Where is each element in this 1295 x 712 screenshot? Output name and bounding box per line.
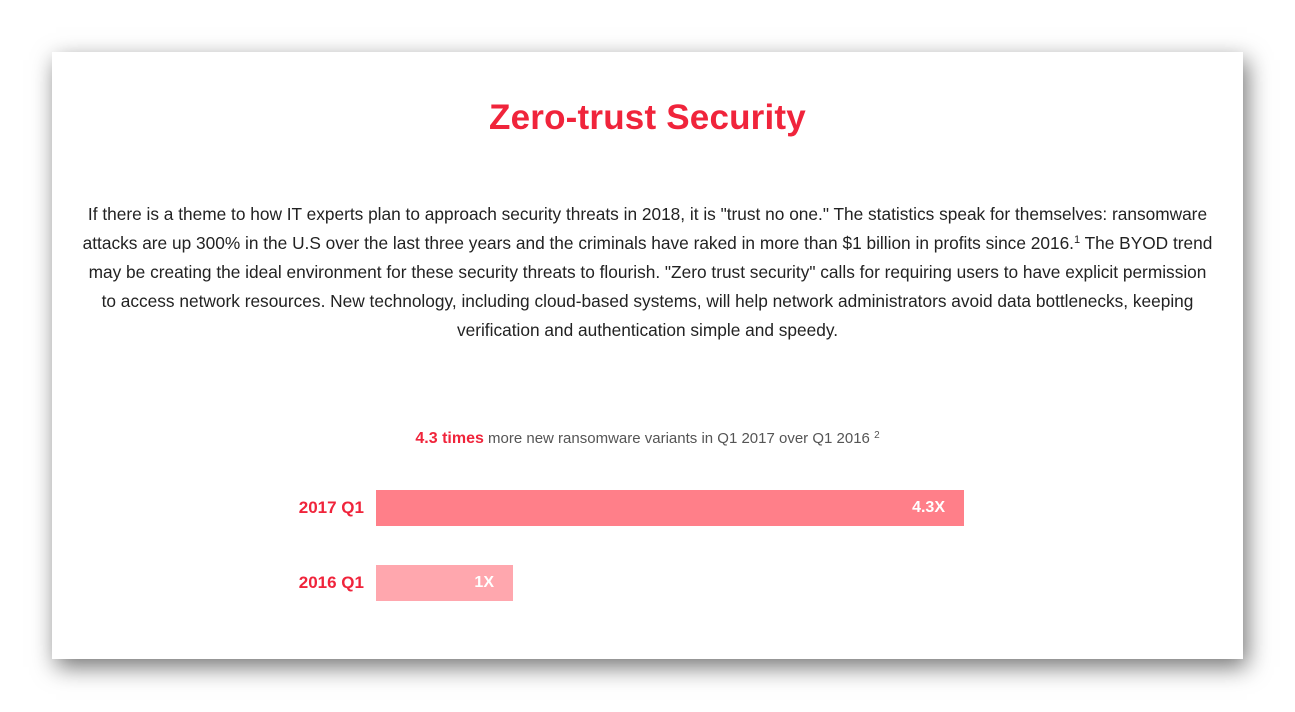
bar <box>376 565 513 601</box>
bar-category-label: 2016 Q1 <box>298 573 364 592</box>
bar-row <box>52 490 1243 526</box>
page-title: Zero-trust Security <box>489 98 806 137</box>
stat-highlight: 4.3 times <box>415 430 484 447</box>
intro-text-part1: If there is a theme to how IT experts plan to approach security threats in 2018, it is "trust no one." The statistics speak for themselves: ransomware attacks are up 300% in the U.S over the last three years and the criminals have raked in more than $1 billion in profits since 2016. <box>82 204 1208 253</box>
bar-category-label: 2017 Q1 <box>298 498 364 517</box>
content-card <box>52 52 1243 659</box>
bar-value-label: 4.3X <box>912 499 945 516</box>
bar-chart <box>52 52 1243 659</box>
footnote-2[interactable]: 2 <box>874 430 880 441</box>
intro-text-part2: The BYOD trend may be creating the ideal environment for these security threats to flourish. "Zero trust security" calls for requiring users to have explicit permission to access network resources. New technology, including cloud-based systems, will help network administrators avoid data bottlenecks, keeping verification and authentication simple and speedy. <box>88 233 1213 340</box>
footnote-1[interactable]: 1 <box>1073 234 1081 246</box>
bar-value-label: 1X <box>474 574 494 591</box>
bar-row <box>52 565 1243 601</box>
bar <box>376 490 964 526</box>
stat-text: more new ransomware variants in Q1 2017 over Q1 2016 <box>483 430 875 447</box>
